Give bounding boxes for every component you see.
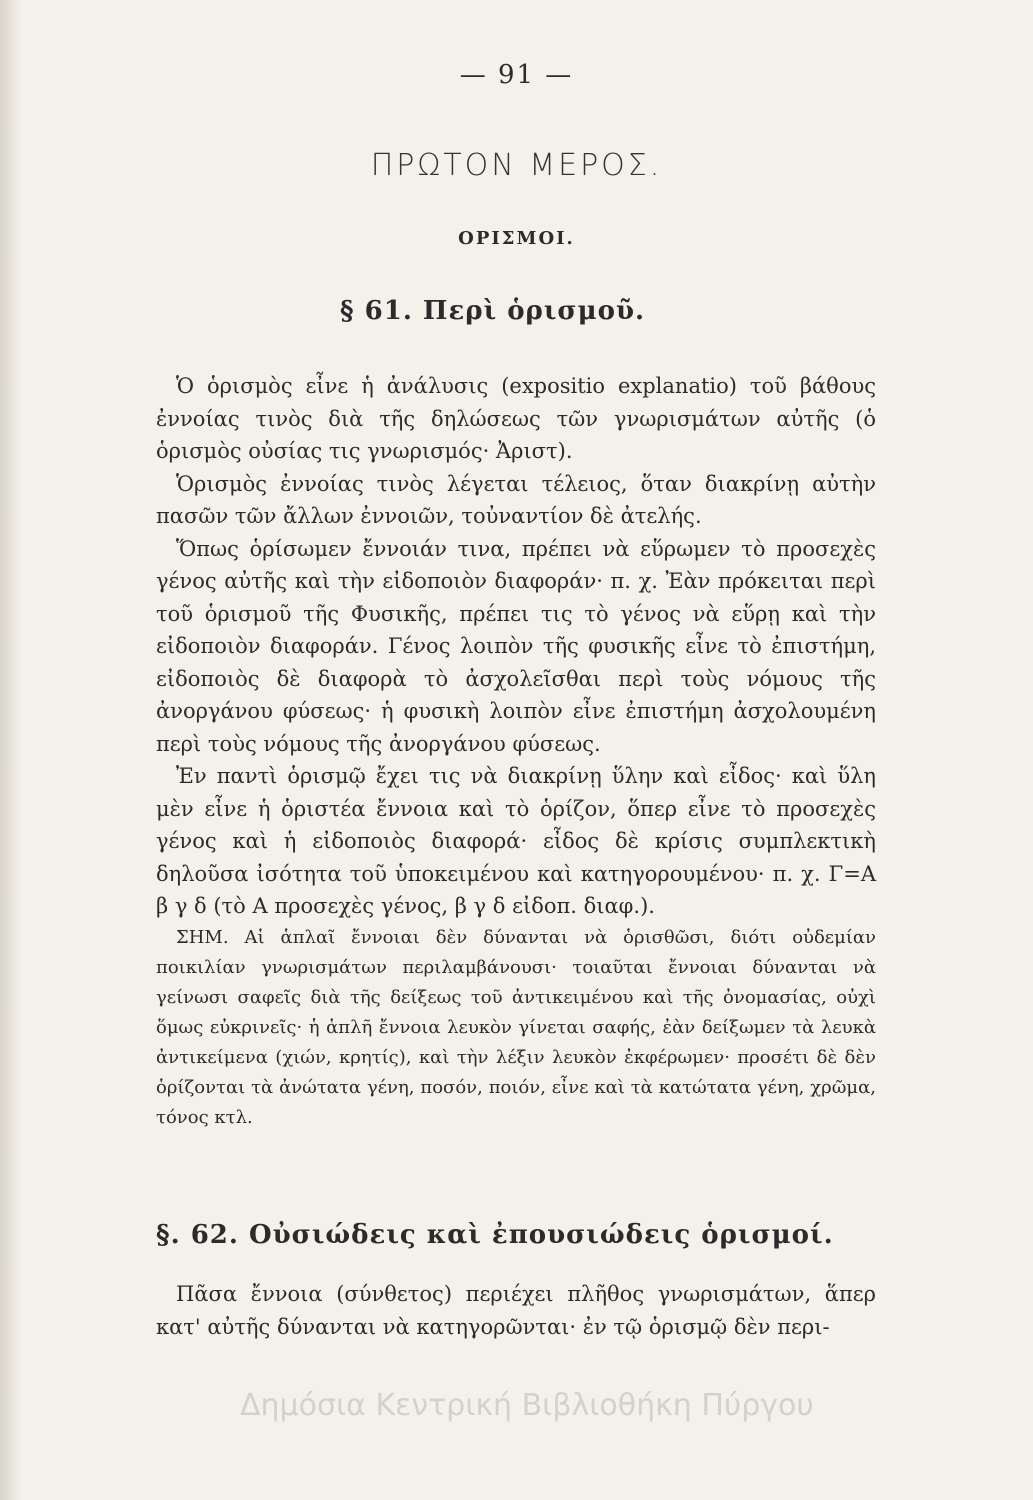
paragraph: Ἐν παντὶ ὁρισμῷ ἔχει τις νὰ διακρίνῃ ὕλην καὶ εἶδος· καὶ ὕλη μὲν εἶνε ἡ ὁριστέα ἔννοια καὶ τὸ ὁρίζον, ὅπερ εἶνε τὸ προσεχὲς γένος καὶ ἡ εἰδοποιὸς διαφορά· εἶδος δὲ κρίσις συμπλεκτικὴ δηλοῦσα ἰσότητα τοῦ ὑποκειμένου καὶ κατηγορουμένου· π. χ. Γ=Α β γ δ (τὸ Α προσεχὲς γένος, β γ δ εἰδοπ. διαφ.). bbox=[156, 764, 876, 918]
section-61-body bbox=[156, 370, 876, 1133]
paragraph: Πᾶσα ἔννοια (σύνθετος) περιέχει πλῆθος γνωρισμάτων, ἅπερ κατ' αὐτῆς δύνανται νὰ κατηγορῶνται· ἐν τῷ ὁρισμῷ δὲν περι- bbox=[156, 1282, 876, 1339]
chapter-title: ΟΡΙΣΜΟΙ. bbox=[458, 228, 575, 249]
section-62-body bbox=[156, 1278, 876, 1343]
library-watermark: Δημόσια Κεντρική Βιβλιοθήκη Πύργου bbox=[240, 1388, 814, 1423]
section-heading-62: §. 62. Οὐσιώδεις καὶ ἐπουσιώδεις ὁρισμοί. bbox=[156, 1220, 834, 1250]
page-number: — 91 — bbox=[459, 60, 574, 90]
paragraph: Ὅπως ὁρίσωμεν ἔννοιάν τινα, πρέπει νὰ εὕρωμεν τὸ προσεχὲς γένος αὐτῆς καὶ τὴν εἰδοποιὸν διαφοράν· π. χ. Ἐὰν πρόκειται περὶ τοῦ ὁρισμοῦ τῆς Φυσικῆς, πρέπει τις τὸ γένος νὰ εὕρῃ καὶ τὴν εἰδοποιὸν διαφοράν. Γένος λοιπὸν τῆς φυσικῆς εἶνε τὸ ἐπιστήμη, εἰδοποιὸς δὲ διαφορὰ τὸ ἀσχολεῖσθαι περὶ τοὺς νόμους τῆς ἀνοργάνου φύσεως· ἡ φυσικὴ λοιπὸν εἶνε ἐπιστήμη ἀσχολουμένη περὶ τοὺς νόμους τῆς ἀνοργάνου φύσεως. bbox=[156, 536, 876, 756]
part-title: ΠΡΩΤΟΝ ΜΕΡΟΣ. bbox=[370, 148, 663, 183]
page-spine-shadow bbox=[0, 0, 22, 1500]
section-heading-61: § 61. Περὶ ὁρισμοῦ. bbox=[340, 296, 646, 326]
paragraph: Ὁ ὁρισμὸς εἶνε ἡ ἀνάλυσις (expositio explanatio) τοῦ βάθους ἐννοίας τινὸς διὰ τῆς δηλώσεως τῶν γνωρισμάτων αὐτῆς (ὁ ὁρισμὸς οὐσίας τις γνωρισμός· Ἀριστ). bbox=[156, 374, 876, 463]
paragraph: Ὁρισμὸς ἐννοίας τινὸς λέγεται τέλειος, ὅταν διακρίνῃ αὐτὴν πασῶν τῶν ἄλλων ἐννοιῶν, τοὐναντίον δὲ ἀτελής. bbox=[156, 471, 876, 528]
note-paragraph: ΣΗΜ. Αἱ ἁπλαῖ ἔννοιαι δὲν δύνανται νὰ ὁρισθῶσι, διότι οὐδεμίαν ποικιλίαν γνωρισμάτων περιλαμβάνουσι· τοιαῦται ἔννοιαι δύνανται νὰ γείνωσι σαφεῖς διὰ τῆς δείξεως τοῦ ἀντικειμένου καὶ τῆς ὀνομασίας, οὐχὶ ὅμως εὐκρινεῖς· ἡ ἁπλῆ ἔννοια λευκὸν γίνεται σαφής, ἐὰν δείξωμεν τὰ λευκὰ ἀντικείμενα (χιών, κρητίς), καὶ τὴν λέξιν λευκὸν ἐκφέρωμεν· προσέτι δὲ δὲν ὁρίζονται τὰ ἀνώτατα γένη, ποσόν, ποιόν, εἶνε καὶ τὰ κατώτατα γένη, χρῶμα, τόνος κτλ. bbox=[156, 926, 876, 1128]
